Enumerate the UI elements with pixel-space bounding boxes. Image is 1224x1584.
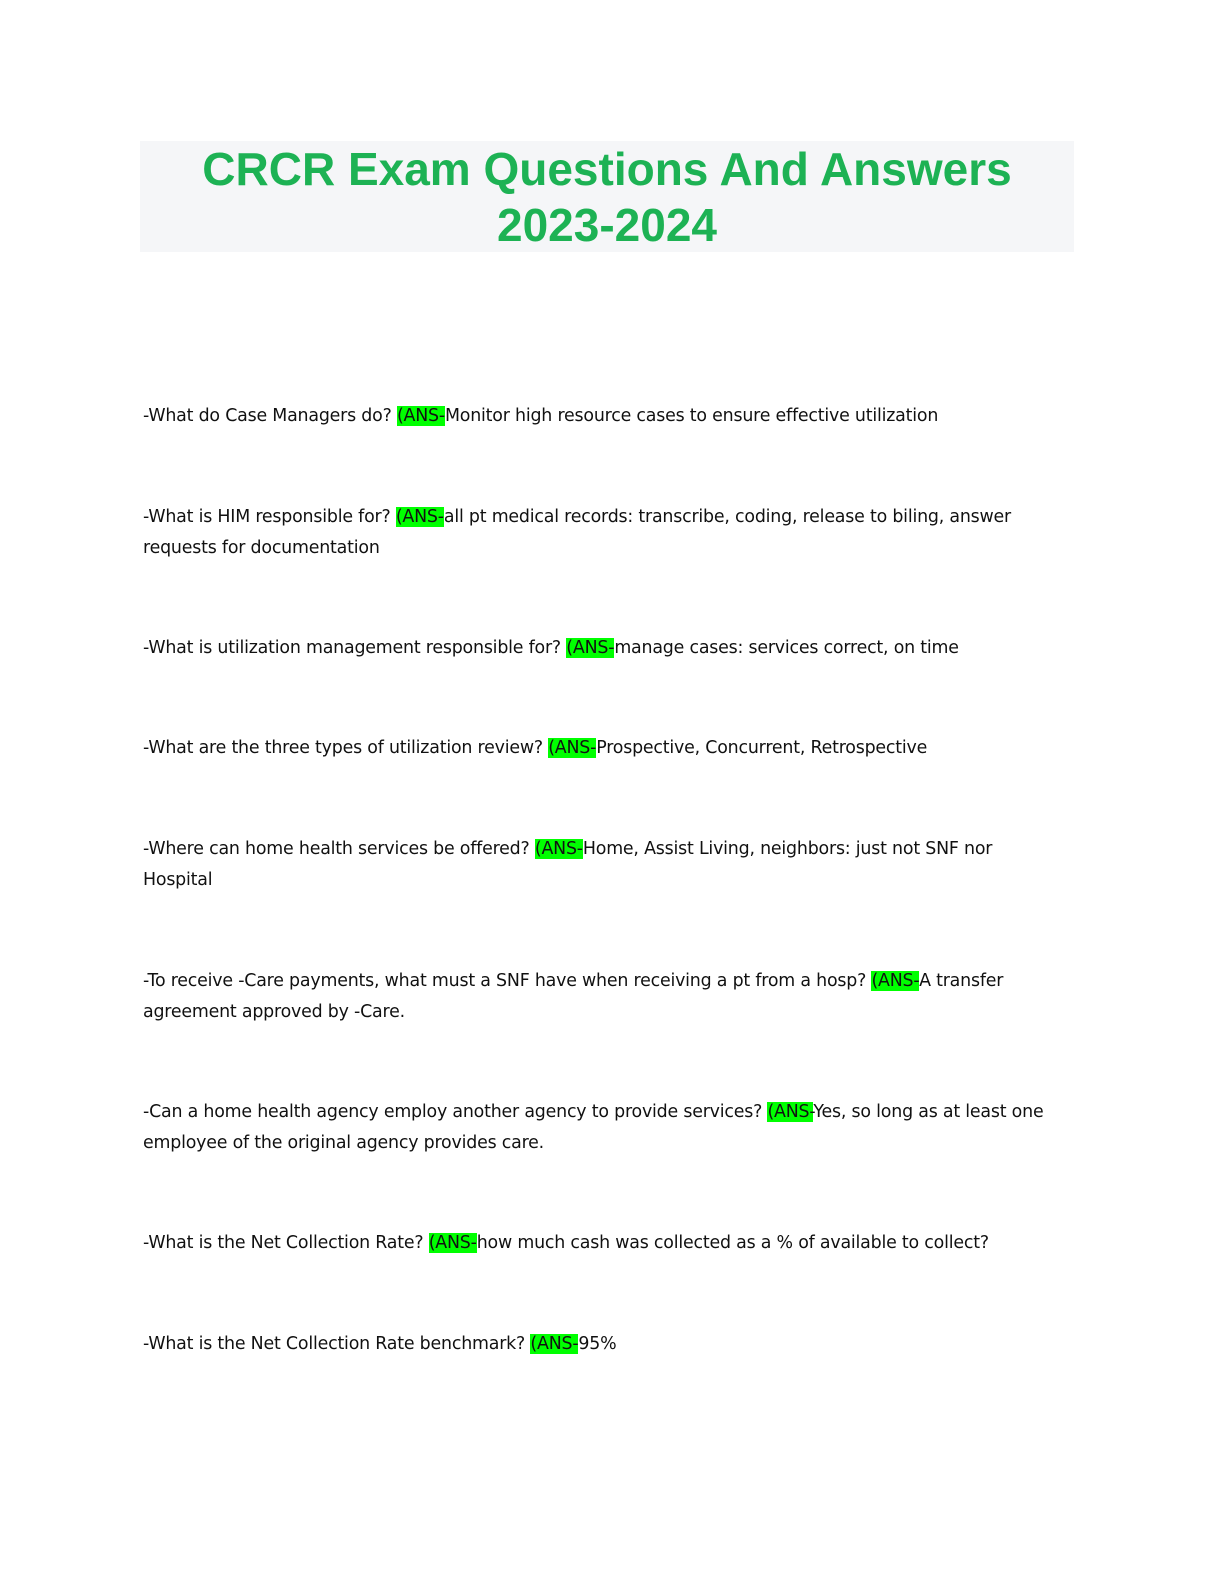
- qa-item: [143, 1097, 1063, 1159]
- qa-item: [143, 633, 1063, 664]
- answer-text: Prospective, Concurrent, Retrospective: [596, 738, 928, 758]
- answer-marker: (ANS-: [396, 406, 445, 426]
- question-text: -What is HIM responsible for?: [143, 507, 396, 527]
- answer-marker: (ANS-: [767, 1102, 814, 1122]
- qa-item: [143, 966, 1063, 1028]
- qa-item: [143, 834, 1063, 896]
- answer-text: how much cash was collected as a % of available to collect?: [476, 1233, 989, 1253]
- page-title-line-2: 2023-2024: [497, 199, 717, 251]
- page-title-line-1: CRCR Exam Questions And Answers: [202, 143, 1012, 195]
- answer-marker: (ANS-: [548, 738, 597, 758]
- answer-marker: (ANS-: [534, 839, 583, 859]
- answer-text: 95%: [578, 1334, 617, 1354]
- answer-text: A transfer agreement approved by -Care.: [143, 971, 1004, 1022]
- question-text: -To receive -Care payments, what must a SNF have when receiving a pt from a hosp?: [143, 971, 872, 991]
- question-text: -What is the Net Collection Rate?: [143, 1233, 429, 1253]
- answer-marker: (ANS-: [566, 638, 615, 658]
- question-text: -What are the three types of utilization review?: [143, 738, 549, 758]
- answer-text: manage cases: services correct, on time: [614, 638, 959, 658]
- qa-item: [143, 401, 1063, 432]
- answer-marker: (ANS-: [428, 1233, 477, 1253]
- question-text: -Can a home health agency employ another agency to provide services?: [143, 1102, 768, 1122]
- question-text: -What is utilization management responsible for?: [143, 638, 567, 658]
- answer-text: all pt medical records: transcribe, coding, release to biling, answer requests for documentation: [143, 507, 1012, 558]
- title-box: [140, 141, 1074, 252]
- answer-text: Monitor high resource cases to ensure effective utilization: [444, 406, 939, 426]
- qa-item: [143, 502, 1063, 564]
- question-text: -What do Case Managers do?: [143, 406, 397, 426]
- answer-text: Yes, so long as at least one employee of the original agency provides care.: [143, 1102, 1044, 1153]
- question-text: -What is the Net Collection Rate benchmark?: [143, 1334, 531, 1354]
- answer-marker: (ANS-: [395, 507, 444, 527]
- answer-marker: (ANS-: [530, 1334, 579, 1354]
- qa-item: [143, 1329, 1063, 1360]
- qa-item: [143, 1228, 1063, 1259]
- question-text: -Where can home health services be offered?: [143, 839, 535, 859]
- answer-marker: (ANS-: [871, 971, 920, 991]
- qa-item: [143, 733, 1063, 764]
- answer-text: Home, Assist Living, neighbors: just not SNF nor Hospital: [143, 839, 993, 890]
